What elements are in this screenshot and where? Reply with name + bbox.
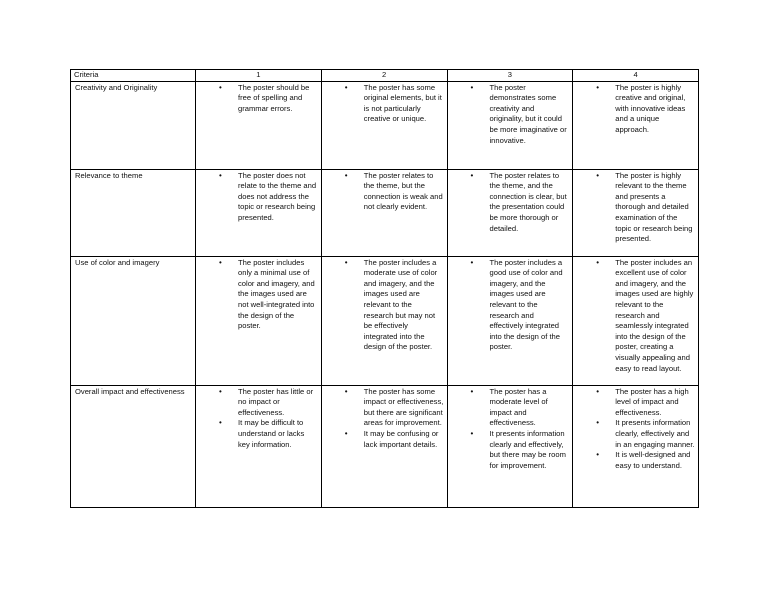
bullet-item: • The poster includes a good use of color and imagery, and the images used are relevant to the research and effectively integrated into the design of the poster. <box>490 258 570 353</box>
rubric-table <box>70 69 699 508</box>
bullet-item: • The poster includes an excellent use of color and imagery, and the images used are highly relevant to the research and seamlessly integrated into the design of the poster, creating a visually appealing and easy to read layout. <box>615 258 695 375</box>
bullet-item: • The poster is highly creative and original, with innovative ideas and a unique approach. <box>615 83 695 136</box>
rubric-cell <box>573 385 699 507</box>
bullet-item: • The poster has little or no impact or effectiveness. <box>238 387 318 419</box>
rubric-cell <box>573 256 699 385</box>
rubric-cell <box>196 81 322 169</box>
rubric-cell <box>447 81 573 169</box>
rubric-cell <box>447 169 573 256</box>
table-row <box>71 81 699 169</box>
score-header-3: 3 <box>447 70 573 82</box>
rubric-cell <box>447 256 573 385</box>
table-row <box>71 256 699 385</box>
bullet-item: • The poster should be free of spelling and grammar errors. <box>238 83 318 115</box>
rubric-cell <box>321 169 447 256</box>
criterion-cell: Overall impact and effectiveness <box>71 385 196 507</box>
bullet-item: • The poster includes a moderate use of color and imagery, and the images used are relevant to the research but may not be effectively integrated into the design of the poster. <box>364 258 444 353</box>
rubric-cell <box>573 81 699 169</box>
criterion-cell: Use of color and imagery <box>71 256 196 385</box>
bullet-item: • It is well-designed and easy to understand. <box>615 450 695 471</box>
rubric-cell <box>321 81 447 169</box>
bullet-item: • The poster has some impact or effectiveness, but there are significant areas for improvement. <box>364 387 444 429</box>
rubric-cell <box>196 169 322 256</box>
bullet-item: • It presents information clearly, effectively and in an engaging manner. <box>615 418 695 450</box>
bullet-item: • The poster has a high level of impact and effectiveness. <box>615 387 695 419</box>
score-header-4: 4 <box>573 70 699 82</box>
rubric-cell <box>196 385 322 507</box>
header-row <box>71 70 699 82</box>
bullet-item: • It presents information clearly and effectively, but there may be room for improvement. <box>490 429 570 471</box>
bullet-item: • The poster is highly relevant to the theme and presents a thorough and detailed examination of the topic or research being presented. <box>615 171 695 245</box>
bullet-item: • The poster does not relate to the theme and does not address the topic or research being presented. <box>238 171 318 224</box>
bullet-item: • The poster includes only a minimal use of color and imagery, and the images used are not well-integrated into the design of the poster. <box>238 258 318 332</box>
criteria-header: Criteria <box>71 70 196 82</box>
bullet-item: • The poster relates to the theme, and the connection is clear, but the presentation could be more thorough or detailed. <box>490 171 570 235</box>
rubric-cell <box>573 169 699 256</box>
bullet-item: • The poster relates to the theme, but the connection is weak and not clearly evident. <box>364 171 444 213</box>
bullet-item: • It may be difficult to understand or lacks key information. <box>238 418 318 450</box>
bullet-item: • The poster has some original elements, but it is not particularly creative or unique. <box>364 83 444 125</box>
rubric-cell <box>321 256 447 385</box>
bullet-item: • It may be confusing or lack important details. <box>364 429 444 450</box>
criterion-cell: Creativity and Originality <box>71 81 196 169</box>
bullet-item: • The poster has a moderate level of impact and effectiveness. <box>490 387 570 429</box>
score-header-1: 1 <box>196 70 322 82</box>
score-header-2: 2 <box>321 70 447 82</box>
table-row <box>71 385 699 507</box>
table-row <box>71 169 699 256</box>
rubric-cell <box>321 385 447 507</box>
rubric-cell <box>196 256 322 385</box>
rubric-cell <box>447 385 573 507</box>
bullet-item: • The poster demonstrates some creativity and originality, but it could be more imaginative or innovative. <box>490 83 570 147</box>
criterion-cell: Relevance to theme <box>71 169 196 256</box>
